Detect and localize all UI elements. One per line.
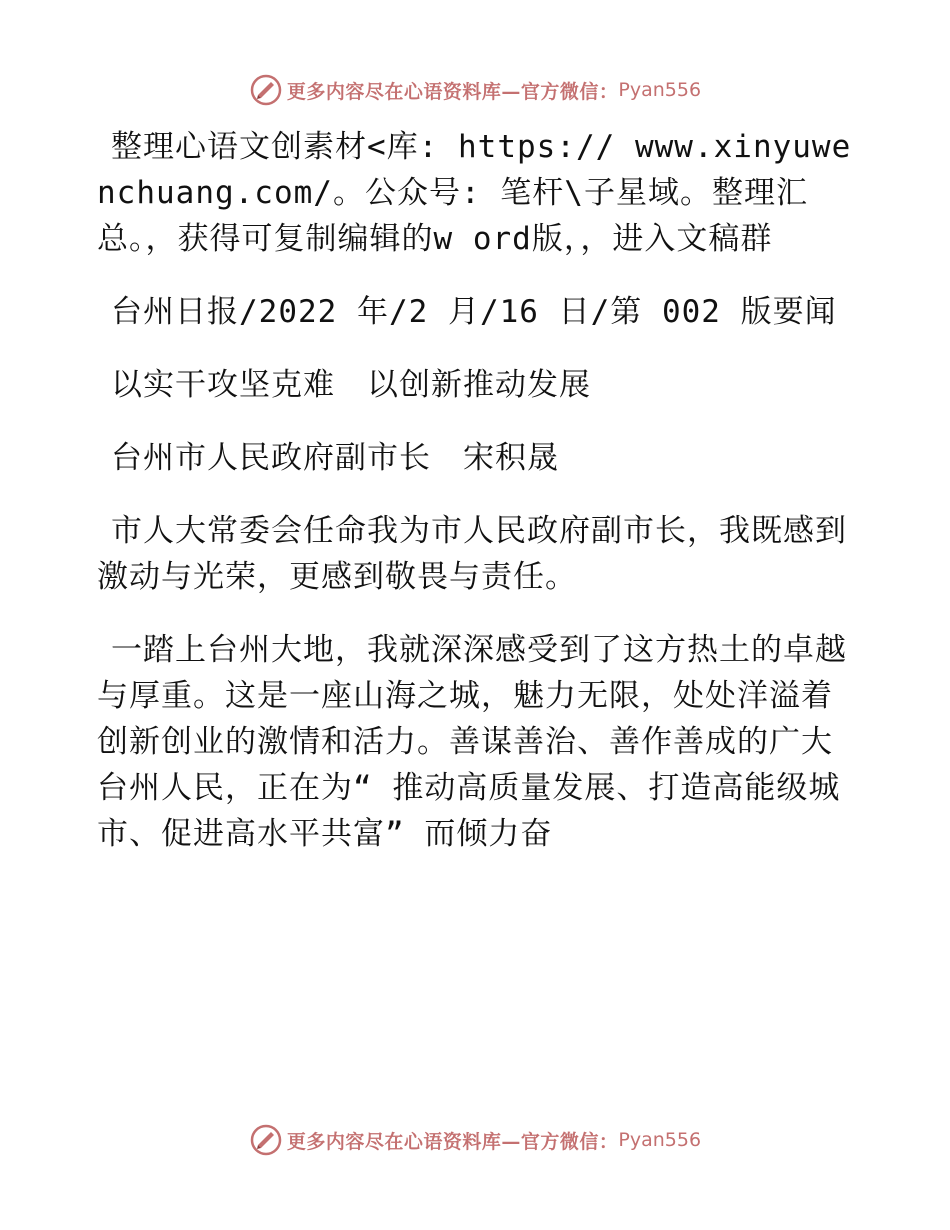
headline: 以实干攻坚克难 以创新推动发展 bbox=[111, 367, 591, 403]
source-line: 台州日报/2022 年/2 月/16 日/第 002 版要闻 bbox=[111, 294, 837, 330]
banner-contact: Pyan556 bbox=[618, 79, 702, 101]
banner-text: 更多内容尽在心语资料库—官方微信： bbox=[286, 1130, 619, 1153]
intro-paragraph: 整理心语文创素材<库: https:// www.xinyuwenchuang.com/。公众号: 笔杆\子星域。整理汇总。，获得可复制编辑的w ord版，，进入文稿群 bbox=[97, 129, 852, 257]
brand-logo-icon bbox=[249, 73, 283, 107]
article-body bbox=[97, 124, 857, 884]
brand-logo-icon bbox=[249, 1123, 283, 1157]
header-banner bbox=[0, 72, 950, 108]
banner-contact: Pyan556 bbox=[618, 1129, 702, 1151]
footer-banner bbox=[0, 1122, 950, 1158]
byline: 台州市人民政府副市长 宋积晟 bbox=[111, 440, 559, 476]
banner-text: 更多内容尽在心语资料库—官方微信： bbox=[286, 80, 619, 103]
body-paragraph: 一踏上台州大地，我就深深感受到了这方热土的卓越与厚重。这是一座山海之城，魅力无限，处处洋溢着创新创业的激情和活力。善谋善治、善作善成的广大台州人民，正在为“ 推动高质量发展、打造高能级城市、促进高水平共富” 而倾力奋 bbox=[97, 632, 847, 852]
body-paragraph: 市人大常委会任命我为市人民政府副市长，我既感到激动与光荣，更感到敬畏与责任。 bbox=[97, 513, 847, 595]
